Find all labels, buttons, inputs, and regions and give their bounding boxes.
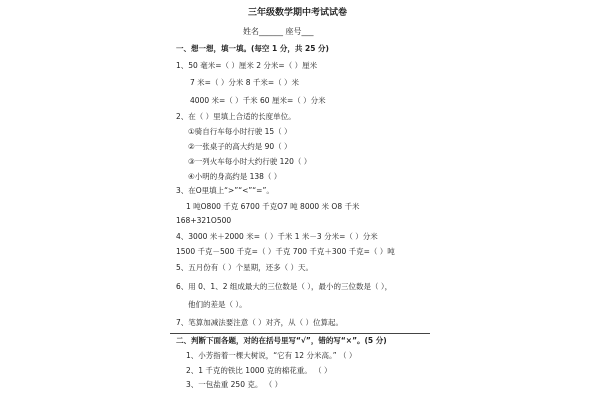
q3-prompt: 3、在O里填上“>”“<”“=”。 <box>176 186 274 195</box>
q1-row2: 7 米=（ ）分米 8 千米=（ ）米 <box>190 78 300 87</box>
q4-row2: 1500 千克－500 千克=（ ）千克 700 千克＋300 千克=（ ）吨 <box>176 247 395 256</box>
q3-row2: 168+321O500 <box>176 216 232 225</box>
q6-row2: 他们的差是（ ）。 <box>188 300 247 309</box>
q2-item-4: ④小明的身高约是 138（ ） <box>188 172 282 181</box>
q2-item-2: ②一张桌子的高大约是 90（ ） <box>188 142 292 151</box>
q5: 5、五月份有（ ）个星期，还多（ ）天。 <box>176 263 314 272</box>
name-seat-line: 姓名______ 座号___ <box>243 27 314 36</box>
q1-row1: 1、50 毫米=（ ）厘米 2 分米=（ ）厘米 <box>176 61 318 70</box>
judge-item-2: 2、1 千克的铁比 1000 克的棉花重。 （ ） <box>186 366 332 375</box>
judge-item-1: 1、小芳指着一棵大树说，“它有 12 分米高。” （ ） <box>186 351 357 360</box>
q3-row1: 1 吨O800 千克 6700 千克O7 吨 8000 米 O8 千米 <box>186 202 360 211</box>
q4-row1: 4、3000 米＋2000 米=（ ）千米 1 米－3 分米=（ ）分米 <box>176 232 378 241</box>
exam-title: 三年级数学期中考试试卷 <box>248 8 348 18</box>
q6-row1: 6、用 0、1、2 组成最大的三位数是（ ），最小的三位数是（ ）， <box>176 282 393 291</box>
section-divider <box>170 333 430 334</box>
q1-row3: 4000 米=（ ）千米 60 厘米=（ ）分米 <box>190 96 326 105</box>
q7: 7、笔算加减法要注意（ ）对齐，从（ ）位算起。 <box>176 318 344 327</box>
q2-prompt: 2、在（ ）里填上合适的长度单位。 <box>176 112 296 121</box>
q2-item-3: ③一列火车每小时大约行驶 120（ ） <box>188 157 312 166</box>
section2-heading: 二、判断下面各题，对的在括号里写“√”，错的写“×”。(5 分) <box>176 336 387 345</box>
judge-item-3: 3、一包盐重 250 克。 （ ） <box>186 380 283 389</box>
q2-item-1: ①骑自行车每小时行驶 15（ ） <box>188 127 292 136</box>
section1-heading: 一、想一想，填一填。(每空 1 分，共 25 分) <box>176 44 329 53</box>
